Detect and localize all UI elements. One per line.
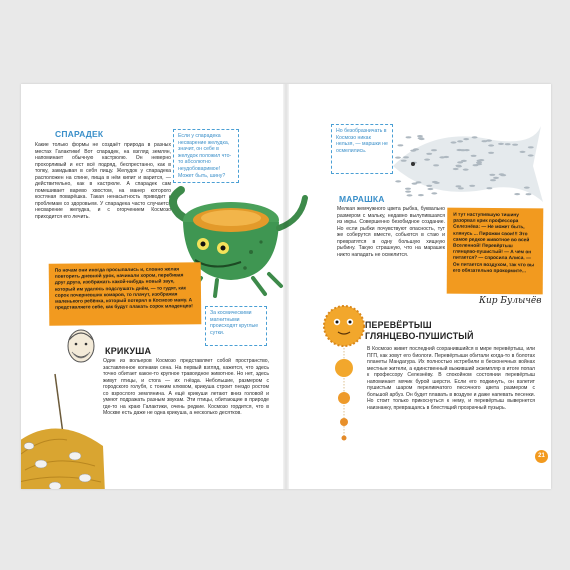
small-fish	[413, 148, 419, 150]
small-fish	[403, 156, 409, 158]
page-number: 21	[535, 450, 548, 463]
small-fish	[488, 152, 494, 154]
sparadek-body: Какие только формы не создаёт природа в разных местах Галактики! Вот спарадек, на взгляд землян, напоминает обычную кастрюлю. Он неверно прохорливый и ест всё подряд, беспрестанно, как в топку, закидывая в себя пищу. Желудок у спарадека расположен на спине, пища в нём кипит и варится, — действительно, как в кастрюле. А спарадек сам помешивает варево хвостом, на манер которого костяная поварёшка. Такая ненасытность приводит к проблемам со здоровьем. У спарадека часто случается несварение желудка, и с огорчением Космозо приходится его лечить.	[35, 142, 171, 220]
small-fish	[433, 164, 439, 166]
small-fish	[476, 163, 482, 165]
sparadek-blue-note: Если у спарадека несварение желудка, значит, он себе в желудок положил что-то абсолютно неудобоваримое! Может быть, шину?	[173, 129, 239, 183]
small-fish	[439, 156, 445, 158]
perevyortysh-title-line1: ПЕРЕВЁРТЫШ	[365, 320, 432, 330]
author-portrait-sketch	[60, 324, 102, 366]
small-fish	[431, 149, 437, 151]
small-fish	[526, 193, 532, 195]
book-spread	[21, 84, 551, 489]
small-fish	[528, 146, 534, 148]
small-fish	[490, 179, 496, 181]
small-fish	[453, 168, 459, 170]
small-fish	[493, 177, 499, 179]
small-fish	[528, 154, 534, 156]
small-fish	[405, 191, 411, 193]
small-fish	[520, 151, 526, 153]
perevyortysh-body: В Космозо живет последний сохранившийся в мире перевёртыш, или ПГП, как зовут его биологи. Перевёртыши обитали когда-то в болотах планеты Мандагура. Их полностью истребили в бесконечных войнах местные жители, а единственный выживший экземпляр в итоге попал к профессору Селезнёву. В спокойном состоянии перевёртыш напоминает мячик бурой шерсти. Если его подкинуть, он взлетит пушистым шаром переливчатого песочного цвета размером с большой арбуз. Он будет плавать в воздухе и даже напевать песенки. Но стоит только прикоснуться к нему, и перевёртыш вывернется наизнанку, превращаясь в блестящий прозрачный пузырь.	[367, 346, 535, 411]
small-fish	[458, 187, 464, 189]
small-fish	[451, 141, 457, 143]
krikusha-title: КРИКУША	[105, 346, 152, 356]
small-fish	[478, 159, 484, 161]
perevyortysh-illustration	[319, 304, 369, 444]
small-fish	[488, 144, 494, 146]
marashka-blue-note: Но безобразничать в Космозо никак нельзя, — маршки не осмелились.	[331, 124, 393, 174]
small-fish	[514, 193, 520, 195]
small-fish	[499, 173, 505, 175]
small-fish	[460, 149, 466, 151]
small-fish	[463, 169, 469, 171]
small-fish	[424, 159, 430, 161]
krikusha-blue-note: За космическими магнитными происходят круглые сутки.	[205, 306, 267, 346]
small-fish	[426, 153, 432, 155]
sparadek-title: СПАРАДЕК	[55, 129, 104, 139]
right-page	[289, 84, 551, 489]
small-fish	[431, 192, 437, 194]
small-fish	[455, 185, 461, 187]
krikusha-body: Один из вольеров Космозо представляет собой пространство, заставленное копнами сена. На первый взгляд, кажется, что здесь точно обитает какое-то крупное травоядное животное. Но нет, здесь живут птицы, и стога — их гнёзда. Небольшие, размером с городского голубя, с тонким клювом, крикуша строит гнездо ростом со взрослого землянина. А ещё крикуши летают вниз головой и умеют подражать разным звукам. Эти птицы, обитающие в природе где-то на краю Галактики, очень редкие. Космозо гордится, что в Москве есть даже не одна крикуша, а несколько десятков.	[103, 358, 269, 416]
right-orange-quote: И тут наступившую тишину разорвал крик профессора Селезнёва: — Не может быть, клянусь ... Пирожки свои!!! Это самое редкое животное во всей Вселенной! Перевёртыш глянцево-пушистый! — А чем он питается? — спросила Алиса. — Он питается воздухом, так что вы его обязательно прокормите...	[447, 208, 544, 295]
small-fish	[472, 136, 478, 138]
small-fish	[418, 137, 424, 139]
small-fish	[412, 183, 418, 185]
small-fish	[406, 136, 412, 138]
small-fish	[463, 138, 469, 140]
small-fish	[481, 140, 487, 142]
small-fish	[432, 181, 438, 183]
small-fish	[405, 188, 411, 190]
haystack-illustration	[21, 374, 105, 489]
small-fish	[427, 188, 433, 190]
small-fish	[498, 143, 504, 145]
small-fish	[505, 143, 511, 145]
small-fish	[407, 194, 413, 196]
marashka-title: МАРАШКА	[339, 194, 385, 204]
left-page	[21, 84, 283, 489]
small-fish	[395, 180, 401, 182]
small-fish	[471, 155, 477, 157]
author-signature: Кир Булычёв	[479, 296, 542, 306]
small-fish	[457, 140, 463, 142]
perevyortysh-title-line2: ГЛЯНЦЕВО-ПУШИСТЫЙ	[365, 331, 474, 341]
small-fish	[417, 135, 423, 137]
small-fish	[418, 194, 424, 196]
small-fish	[397, 144, 403, 146]
small-fish	[486, 187, 492, 189]
small-fish	[401, 160, 407, 162]
small-fish	[395, 157, 401, 159]
small-fish	[461, 160, 467, 162]
small-fish	[455, 165, 461, 167]
small-fish	[469, 185, 475, 187]
marashka-body: Мелкая жемчужного цвета рыбка, буквально размером с мальку, недавно вылупившаяся из икры. Совершенно безобидное создание. Но если рыбки почувствуют опасность, тут же соберутся вместе, собьются в стаю и превратятся в одну большую хищную рыбину. Такую страшную, что на марашек никто нападать не осмелится.	[337, 206, 445, 258]
small-fish	[489, 174, 495, 176]
small-fish	[524, 187, 530, 189]
fish-school-illustration	[383, 106, 543, 216]
small-fish	[426, 185, 432, 187]
small-fish	[512, 144, 518, 146]
left-orange-quote: По ночам они иногда просыпались и, словно желая повторить дневной урок, начинали хором, перебивая друг друга, изображать какой-нибудь новый звук, который им удалось подслушать днём, — то гудят, как сорок почерневших комаров, то плачут, изображая маленького ребёнка, который потерял в Космозо маму. А представляете себе, как будут плакать сорок младенцев!	[49, 262, 202, 326]
